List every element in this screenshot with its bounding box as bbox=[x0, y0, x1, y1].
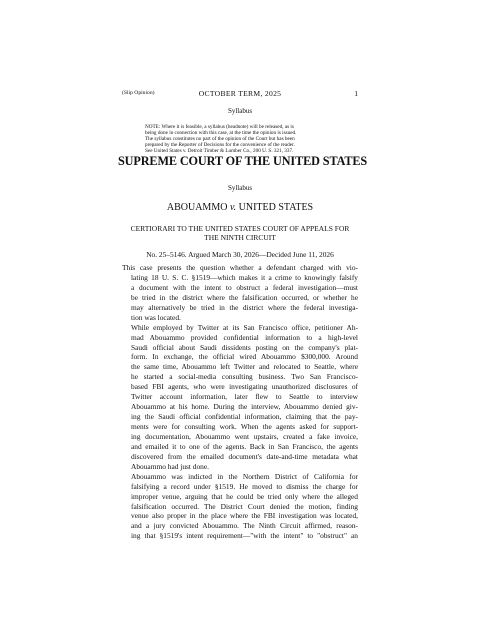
body-line: This case presents the question whether a defendant charged with vio- bbox=[122, 263, 358, 272]
body-line: a document with the intent to obstruct a federal investigation—must bbox=[131, 282, 358, 292]
body-line: ments were for consulting work. When the agents asked for support- bbox=[131, 422, 358, 431]
body-line: discovered from the emailed document's date-and-time metadata what bbox=[131, 451, 358, 461]
docket-line: No. 25–5146. Argued March 30, 2026—Decided June 11, 2026 bbox=[146, 250, 334, 259]
syllabus-body bbox=[122, 263, 358, 541]
page-number: 1 bbox=[354, 89, 358, 98]
body-line: Abouammo was indicted in the Northern District of California for bbox=[131, 471, 358, 481]
versus-label: v. bbox=[229, 202, 237, 213]
headnote-line: being done in connection with this case, at the time the opinion is issued. bbox=[145, 130, 297, 137]
body-line: lating 18 U. S. C. §1519—which makes it a crime to knowingly falsify bbox=[131, 272, 358, 282]
certiorari-caption bbox=[122, 224, 358, 243]
body-line: While employed by Twitter at its San Francisco office, petitioner Ah- bbox=[131, 322, 358, 332]
body-line: the same time, Abouammo left Twitter and relocated to Seattle, where bbox=[131, 362, 358, 372]
body-line: ing that §1519's intent requirement—"with the intent" to "obstruct" an bbox=[131, 531, 358, 541]
certiorari-line: CERTIORARI TO THE UNITED STATES COURT OF APPEALS FOR bbox=[130, 224, 350, 233]
headnote-line: prepared by the Reporter of Decisions for the convenience of the reader. bbox=[145, 142, 295, 149]
body-line: tion was located. bbox=[131, 312, 181, 322]
body-line: and emailed it to one of the agents. Back in San Francisco, the agents bbox=[131, 441, 358, 451]
body-line: mad Abouammo provided confidential information to a high-level bbox=[131, 332, 358, 342]
body-line: he started a social-media consulting business. Two San Francisco- bbox=[131, 372, 358, 382]
body-line: falsifying a record under §1519. He moved to dismiss the charge for bbox=[131, 481, 358, 491]
body-line: be tried in the district where the falsification occurred, or whether he bbox=[131, 292, 358, 302]
body-line: ing documentation, Abouammo went upstairs, created a fake invoice, bbox=[131, 431, 358, 441]
body-line: improper venue, arguing that he could be tried only where the alleged bbox=[131, 491, 358, 501]
respondent-name: UNITED STATES bbox=[238, 202, 314, 213]
headnote-line: See United States v. Detroit Timber & Lumber Co., 200 U. S. 321, 337. bbox=[145, 148, 294, 155]
body-line: Twitter account information, later flew to Seattle to interview bbox=[131, 392, 358, 402]
body-line: Saudi official about Saudi dissidents posting on the company's plat- bbox=[131, 342, 358, 352]
term-label: OCTOBER TERM, 2025 bbox=[198, 89, 282, 98]
syllabus-label: Syllabus bbox=[227, 184, 253, 192]
body-line: venue also proper in the place where the FBI investigation was located, bbox=[131, 511, 358, 521]
running-head bbox=[122, 89, 358, 101]
body-line: Abouammo at his home. During the interview, Abouammo denied giv- bbox=[131, 402, 358, 412]
headnote-line: The syllabus constitutes no part of the opinion of the Court but has been bbox=[145, 136, 295, 143]
body-line: and a jury convicted Abouammo. The Ninth Circuit affirmed, reason- bbox=[131, 521, 358, 531]
syllabus-running-heading: Syllabus bbox=[227, 107, 253, 115]
headnote bbox=[145, 124, 336, 154]
body-line: may alternatively be tried in the district where the federal investiga- bbox=[131, 302, 358, 312]
body-line: form. In exchange, the official wired Abouammo $300,000. Around bbox=[131, 352, 358, 362]
certiorari-line: THE NINTH CIRCUIT bbox=[204, 233, 276, 243]
body-line: Abouammo had just done. bbox=[131, 461, 210, 471]
slip-opinion-label: (Slip Opinion) bbox=[122, 90, 155, 96]
case-title bbox=[122, 202, 358, 213]
court-name: SUPREME COURT OF THE UNITED STATES bbox=[118, 154, 368, 168]
body-line: ing the Saudi official confidential information, claiming that the pay- bbox=[131, 412, 358, 422]
petitioner-name: ABOUAMMO bbox=[166, 202, 228, 213]
body-line: falsification occurred. The District Court denied the motion, finding bbox=[131, 501, 358, 511]
body-line: based FBI agents, who were investigating unauthorized disclosures of bbox=[131, 382, 358, 392]
headnote-line: NOTE: Where it is feasible, a syllabus (headnote) will be released, as is bbox=[145, 124, 294, 130]
